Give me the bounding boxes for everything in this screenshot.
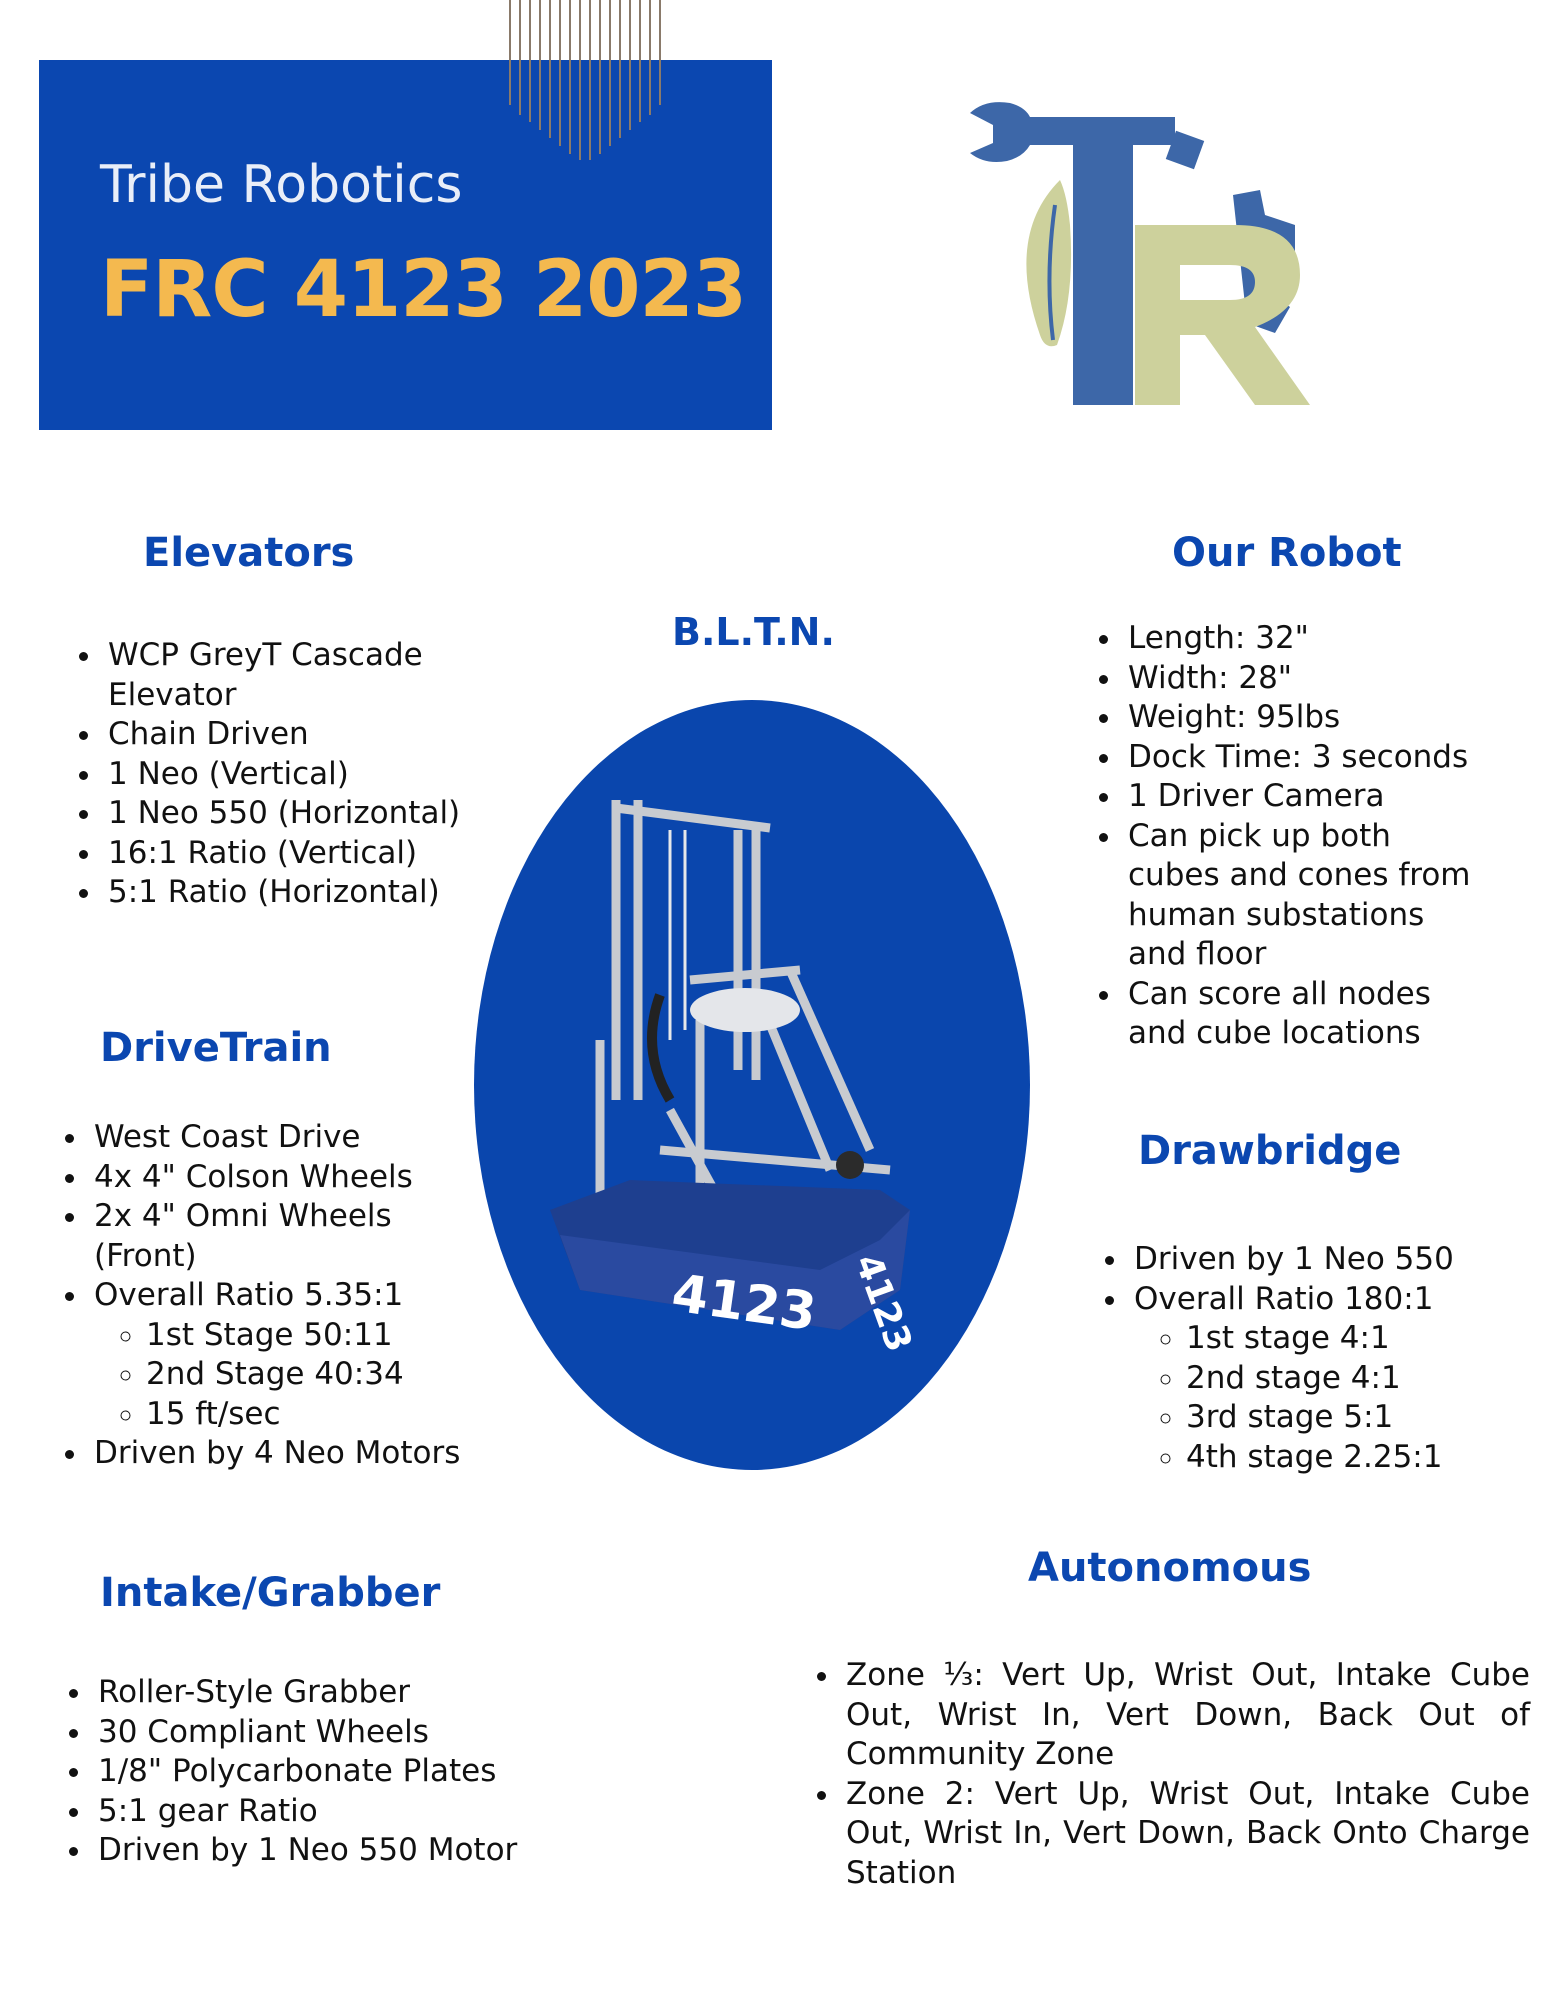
list-item: • Length: 32" bbox=[1124, 619, 1534, 659]
list-item: • West Coast Drive bbox=[90, 1118, 530, 1158]
drivetrain-heading: DriveTrain bbox=[100, 1025, 332, 1071]
list-item: • Can score all nodes and cube locations bbox=[1124, 975, 1448, 1054]
list-item: • Chain Driven bbox=[104, 715, 534, 755]
sub-list-item: ◦ 1st Stage 50:11 bbox=[146, 1316, 530, 1356]
list-item: • Driven by 1 Neo 550 bbox=[1130, 1240, 1545, 1280]
list-item: • 16:1 Ratio (Vertical) bbox=[104, 834, 534, 874]
list-item: • 30 Compliant Wheels bbox=[94, 1713, 574, 1753]
sub-list bbox=[1134, 1319, 1545, 1477]
list-item: • Width: 28" bbox=[1124, 659, 1534, 699]
list-item: • Can pick up both cubes and cones from human substations and floor bbox=[1124, 817, 1478, 975]
list-item: • Driven by 1 Neo 550 Motor bbox=[94, 1831, 574, 1871]
list-item: • Driven by 4 Neo Motors bbox=[90, 1434, 530, 1474]
team-name: Tribe Robotics bbox=[100, 155, 463, 215]
decorative-fringe bbox=[505, 0, 675, 165]
sub-list-item: ◦ 15 ft/sec bbox=[146, 1395, 530, 1435]
sub-list bbox=[94, 1316, 530, 1435]
list-item: • 2x 4" Omni Wheels (Front) bbox=[90, 1197, 414, 1276]
list-item: • 1 Neo 550 (Horizontal) bbox=[104, 794, 534, 834]
list-item: • 1 Neo (Vertical) bbox=[104, 755, 534, 795]
list-item: • 1 Driver Camera bbox=[1124, 777, 1534, 817]
list-item: • Zone 2: Vert Up, Wrist Out, Intake Cube Out, Wrist In, Vert Down, Back Onto Charge Station bbox=[842, 1775, 1530, 1894]
drawbridge-heading: Drawbridge bbox=[1138, 1128, 1402, 1174]
list-item bbox=[90, 1276, 530, 1434]
elevators-heading: Elevators bbox=[143, 530, 355, 576]
tribe-robotics-logo bbox=[965, 95, 1315, 415]
list-item: • Weight: 95lbs bbox=[1124, 698, 1534, 738]
list-item-label: Overall Ratio 180:1 bbox=[1134, 1280, 1434, 1317]
list-item: • 5:1 Ratio (Horizontal) bbox=[104, 873, 534, 913]
drivetrain-list bbox=[54, 1118, 530, 1474]
bumper-number-side: 4123 bbox=[846, 1249, 920, 1358]
sub-list-item: ◦ 3rd stage 5:1 bbox=[1186, 1398, 1545, 1438]
sub-list-item: ◦ 4th stage 2.25:1 bbox=[1186, 1438, 1545, 1478]
season-title: FRC 4123 2023 bbox=[100, 245, 747, 335]
list-item: • 4x 4" Colson Wheels bbox=[90, 1158, 530, 1198]
robot-name: B.L.T.N. bbox=[672, 610, 835, 654]
intake-heading: Intake/Grabber bbox=[100, 1570, 441, 1616]
autonomous-heading: Autonomous bbox=[1028, 1545, 1312, 1591]
our-robot-heading: Our Robot bbox=[1172, 530, 1402, 576]
elevators-list bbox=[68, 636, 534, 913]
drawbridge-list bbox=[1094, 1240, 1545, 1477]
list-item: • Zone ⅓: Vert Up, Wrist Out, Intake Cube Out, Wrist In, Vert Down, Back Out of Community Zone bbox=[842, 1656, 1530, 1775]
list-item: • WCP GreyT Cascade Elevator bbox=[104, 636, 534, 715]
list-item: • Dock Time: 3 seconds bbox=[1124, 738, 1534, 778]
bumper-number-front: 4123 bbox=[668, 1263, 820, 1344]
list-item: • 1/8" Polycarbonate Plates bbox=[94, 1752, 574, 1792]
sub-list-item: ◦ 2nd stage 4:1 bbox=[1186, 1359, 1545, 1399]
list-item-label: Overall Ratio 5.35:1 bbox=[94, 1277, 404, 1313]
list-item: • Roller-Style Grabber bbox=[94, 1673, 574, 1713]
sub-list-item: ◦ 1st stage 4:1 bbox=[1186, 1319, 1545, 1359]
autonomous-list bbox=[806, 1656, 1530, 1893]
intake-list bbox=[58, 1673, 574, 1871]
sub-list-item: ◦ 2nd Stage 40:34 bbox=[146, 1355, 530, 1395]
list-item bbox=[1130, 1280, 1545, 1478]
robot-photo bbox=[520, 770, 1000, 1410]
list-item: • 5:1 gear Ratio bbox=[94, 1792, 574, 1832]
our-robot-list bbox=[1088, 619, 1534, 1054]
